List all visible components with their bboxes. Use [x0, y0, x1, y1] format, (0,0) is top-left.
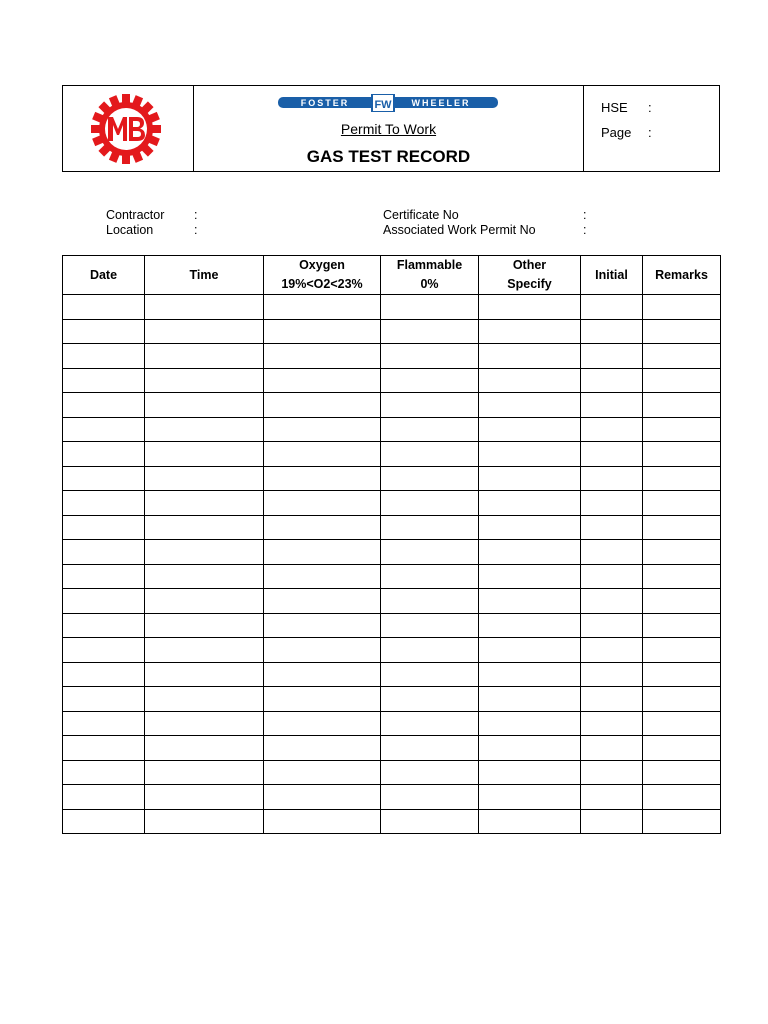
table-cell[interactable] [63, 368, 145, 393]
contractor-label: Contractor [106, 208, 165, 222]
table-cell[interactable] [264, 295, 381, 320]
table-cell[interactable] [479, 417, 581, 442]
document-header [62, 85, 720, 172]
table-cell[interactable] [581, 442, 643, 467]
table-cell[interactable] [643, 638, 721, 663]
table-cell[interactable] [381, 736, 479, 761]
table-cell[interactable] [145, 687, 264, 712]
table-row [63, 344, 721, 369]
table-cell[interactable] [264, 515, 381, 540]
table-cell[interactable] [145, 344, 264, 369]
table-cell[interactable] [381, 687, 479, 712]
table-cell[interactable] [264, 368, 381, 393]
table-cell[interactable] [581, 760, 643, 785]
table-cell[interactable] [381, 515, 479, 540]
table-cell[interactable] [264, 785, 381, 810]
col-date: Date [63, 256, 145, 295]
table-cell[interactable] [145, 368, 264, 393]
table-cell[interactable] [479, 368, 581, 393]
work-permit-no-field[interactable] [383, 223, 587, 237]
table-cell[interactable] [381, 393, 479, 418]
table-row [63, 540, 721, 565]
table-cell[interactable] [581, 564, 643, 589]
table-cell[interactable] [581, 687, 643, 712]
table-cell[interactable] [479, 295, 581, 320]
table-cell[interactable] [145, 295, 264, 320]
table-cell[interactable] [381, 295, 479, 320]
col-other: Other Specify [479, 256, 581, 295]
table-cell[interactable] [145, 613, 264, 638]
table-row [63, 491, 721, 516]
table-cell[interactable] [63, 760, 145, 785]
table-cell[interactable] [381, 613, 479, 638]
table-cell[interactable] [581, 613, 643, 638]
table-cell[interactable] [63, 785, 145, 810]
table-cell[interactable] [381, 589, 479, 614]
table-cell[interactable] [479, 809, 581, 834]
table-cell[interactable] [381, 491, 479, 516]
table-cell[interactable] [581, 809, 643, 834]
page-field [601, 125, 652, 140]
certificate-no-label: Certificate No [383, 208, 459, 222]
table-cell[interactable] [643, 785, 721, 810]
table-cell[interactable] [643, 662, 721, 687]
table-cell[interactable] [479, 442, 581, 467]
table-cell[interactable] [381, 760, 479, 785]
table-cell[interactable] [581, 295, 643, 320]
table-cell[interactable] [643, 687, 721, 712]
table-cell[interactable] [643, 540, 721, 565]
table-cell[interactable] [264, 711, 381, 736]
table-cell[interactable] [381, 344, 479, 369]
table-cell[interactable] [479, 393, 581, 418]
table-cell[interactable] [63, 589, 145, 614]
table-cell[interactable] [581, 466, 643, 491]
work-permit-no-label: Associated Work Permit No [383, 223, 536, 237]
table-cell[interactable] [145, 638, 264, 663]
table-cell[interactable] [479, 491, 581, 516]
table-cell[interactable] [145, 540, 264, 565]
table-cell[interactable] [63, 540, 145, 565]
table-cell[interactable] [479, 589, 581, 614]
table-cell[interactable] [643, 736, 721, 761]
table-cell[interactable] [63, 295, 145, 320]
table-cell[interactable] [643, 466, 721, 491]
table-row [63, 760, 721, 785]
table-cell[interactable] [381, 564, 479, 589]
table-cell[interactable] [264, 736, 381, 761]
table-row [63, 809, 721, 834]
table-cell[interactable] [264, 491, 381, 516]
table-cell[interactable] [479, 736, 581, 761]
table-cell[interactable] [643, 491, 721, 516]
table-cell[interactable] [581, 319, 643, 344]
table-cell[interactable] [264, 760, 381, 785]
table-cell[interactable] [63, 687, 145, 712]
table-cell[interactable] [643, 442, 721, 467]
table-cell[interactable] [63, 442, 145, 467]
table-row [63, 442, 721, 467]
table-cell[interactable] [643, 613, 721, 638]
page-title: GAS TEST RECORD [306, 147, 471, 166]
table-cell[interactable] [63, 736, 145, 761]
table-row [63, 368, 721, 393]
table-cell[interactable] [63, 319, 145, 344]
table-row [63, 613, 721, 638]
table-cell[interactable] [145, 736, 264, 761]
table-cell[interactable] [479, 564, 581, 589]
table-cell[interactable] [479, 638, 581, 663]
table-cell[interactable] [264, 344, 381, 369]
page-label: Page [601, 125, 632, 140]
certificate-no-colon: : [583, 208, 587, 222]
permit-subtitle: Permit To Work [340, 121, 437, 137]
table-cell[interactable] [264, 466, 381, 491]
col-flammable: Flammable 0% [381, 256, 479, 295]
page-colon: : [648, 125, 652, 140]
title-cell [194, 86, 584, 171]
table-cell[interactable] [479, 540, 581, 565]
table-cell[interactable] [479, 515, 581, 540]
table-cell[interactable] [264, 442, 381, 467]
table-cell[interactable] [63, 638, 145, 663]
table-cell[interactable] [381, 417, 479, 442]
table-row [63, 417, 721, 442]
table-cell[interactable] [145, 393, 264, 418]
table-cell[interactable] [264, 662, 381, 687]
table-header-row [63, 256, 721, 295]
table-cell[interactable] [381, 442, 479, 467]
table-cell[interactable] [581, 491, 643, 516]
contractor-colon: : [194, 208, 198, 222]
table-cell[interactable] [381, 809, 479, 834]
table-cell[interactable] [643, 417, 721, 442]
hse-label: HSE [601, 100, 628, 115]
table-cell[interactable] [145, 589, 264, 614]
table-cell[interactable] [381, 711, 479, 736]
table-cell[interactable] [643, 295, 721, 320]
contractor-field[interactable] [106, 208, 198, 222]
table-cell[interactable] [63, 491, 145, 516]
table-cell[interactable] [643, 760, 721, 785]
table-cell[interactable] [145, 442, 264, 467]
table-cell[interactable] [63, 613, 145, 638]
table-body [63, 295, 721, 834]
table-cell[interactable] [581, 736, 643, 761]
table-cell[interactable] [264, 540, 381, 565]
table-cell[interactable] [381, 662, 479, 687]
info-cell [584, 86, 719, 171]
table-cell[interactable] [145, 417, 264, 442]
work-permit-no-colon: : [583, 223, 587, 237]
table-row [63, 564, 721, 589]
table-cell[interactable] [145, 809, 264, 834]
table-cell[interactable] [581, 393, 643, 418]
table-cell[interactable] [145, 564, 264, 589]
table-cell[interactable] [581, 368, 643, 393]
table-cell[interactable] [264, 564, 381, 589]
table-cell[interactable] [643, 564, 721, 589]
table-cell[interactable] [145, 319, 264, 344]
table-cell[interactable] [581, 589, 643, 614]
location-field[interactable] [106, 223, 198, 237]
table-cell[interactable] [264, 589, 381, 614]
table-cell[interactable] [643, 319, 721, 344]
table-cell[interactable] [63, 662, 145, 687]
table-cell[interactable] [643, 393, 721, 418]
table-cell[interactable] [63, 344, 145, 369]
table-row [63, 515, 721, 540]
logo-cell [63, 86, 194, 171]
table-cell[interactable] [264, 417, 381, 442]
fw-monogram: FW [374, 99, 392, 111]
table-cell[interactable] [581, 344, 643, 369]
table-row [63, 319, 721, 344]
col-remarks: Remarks [643, 256, 721, 295]
table-cell[interactable] [479, 785, 581, 810]
table-cell[interactable] [479, 613, 581, 638]
table-cell[interactable] [264, 393, 381, 418]
table-row [63, 295, 721, 320]
table-cell[interactable] [145, 711, 264, 736]
table-cell[interactable] [581, 638, 643, 663]
table-cell[interactable] [381, 319, 479, 344]
fw-word-right: WHEELER [411, 98, 471, 108]
table-cell[interactable] [63, 466, 145, 491]
table-cell[interactable] [145, 466, 264, 491]
table-row [63, 589, 721, 614]
table-cell[interactable] [581, 785, 643, 810]
table-cell[interactable] [264, 687, 381, 712]
table-cell[interactable] [479, 760, 581, 785]
mb-gear-logo [90, 93, 162, 165]
table-cell[interactable] [264, 319, 381, 344]
col-time: Time [145, 256, 264, 295]
table-row [63, 736, 721, 761]
location-colon: : [194, 223, 198, 237]
foster-wheeler-logo [277, 94, 499, 112]
table-cell[interactable] [581, 540, 643, 565]
table-row [63, 638, 721, 663]
table-cell[interactable] [381, 540, 479, 565]
table-row [63, 466, 721, 491]
table-row [63, 785, 721, 810]
table-cell[interactable] [581, 417, 643, 442]
table-cell[interactable] [264, 809, 381, 834]
table-cell[interactable] [479, 466, 581, 491]
table-cell[interactable] [63, 809, 145, 834]
table-cell[interactable] [643, 711, 721, 736]
table-cell[interactable] [145, 662, 264, 687]
table-row [63, 393, 721, 418]
table-cell[interactable] [381, 785, 479, 810]
table-cell[interactable] [381, 466, 479, 491]
table-cell[interactable] [63, 393, 145, 418]
hse-field [601, 100, 652, 115]
table-cell[interactable] [643, 344, 721, 369]
table-cell[interactable] [643, 368, 721, 393]
table-cell[interactable] [643, 515, 721, 540]
table-cell[interactable] [264, 613, 381, 638]
table-cell[interactable] [145, 785, 264, 810]
table-cell[interactable] [63, 515, 145, 540]
table-row [63, 711, 721, 736]
table-cell[interactable] [581, 515, 643, 540]
hse-colon: : [648, 100, 652, 115]
table-cell[interactable] [643, 809, 721, 834]
table-cell[interactable] [381, 638, 479, 663]
table-cell[interactable] [479, 344, 581, 369]
table-row [63, 687, 721, 712]
table-cell[interactable] [381, 368, 479, 393]
table-cell[interactable] [145, 760, 264, 785]
table-cell[interactable] [264, 638, 381, 663]
table-cell[interactable] [63, 711, 145, 736]
fw-word-left: FOSTER [300, 98, 350, 108]
location-label: Location [106, 223, 154, 237]
table-cell[interactable] [479, 662, 581, 687]
table-cell[interactable] [479, 711, 581, 736]
certificate-no-field[interactable] [383, 208, 587, 222]
col-oxygen: Oxygen 19%<O2<23% [264, 256, 381, 295]
col-initial: Initial [581, 256, 643, 295]
table-cell[interactable] [479, 319, 581, 344]
table-row [63, 662, 721, 687]
table-cell[interactable] [145, 515, 264, 540]
table-cell[interactable] [643, 589, 721, 614]
table-cell[interactable] [581, 711, 643, 736]
table-cell[interactable] [145, 491, 264, 516]
gas-test-table [62, 255, 721, 834]
table-cell[interactable] [479, 687, 581, 712]
table-cell[interactable] [63, 417, 145, 442]
table-cell[interactable] [581, 662, 643, 687]
table-cell[interactable] [63, 564, 145, 589]
